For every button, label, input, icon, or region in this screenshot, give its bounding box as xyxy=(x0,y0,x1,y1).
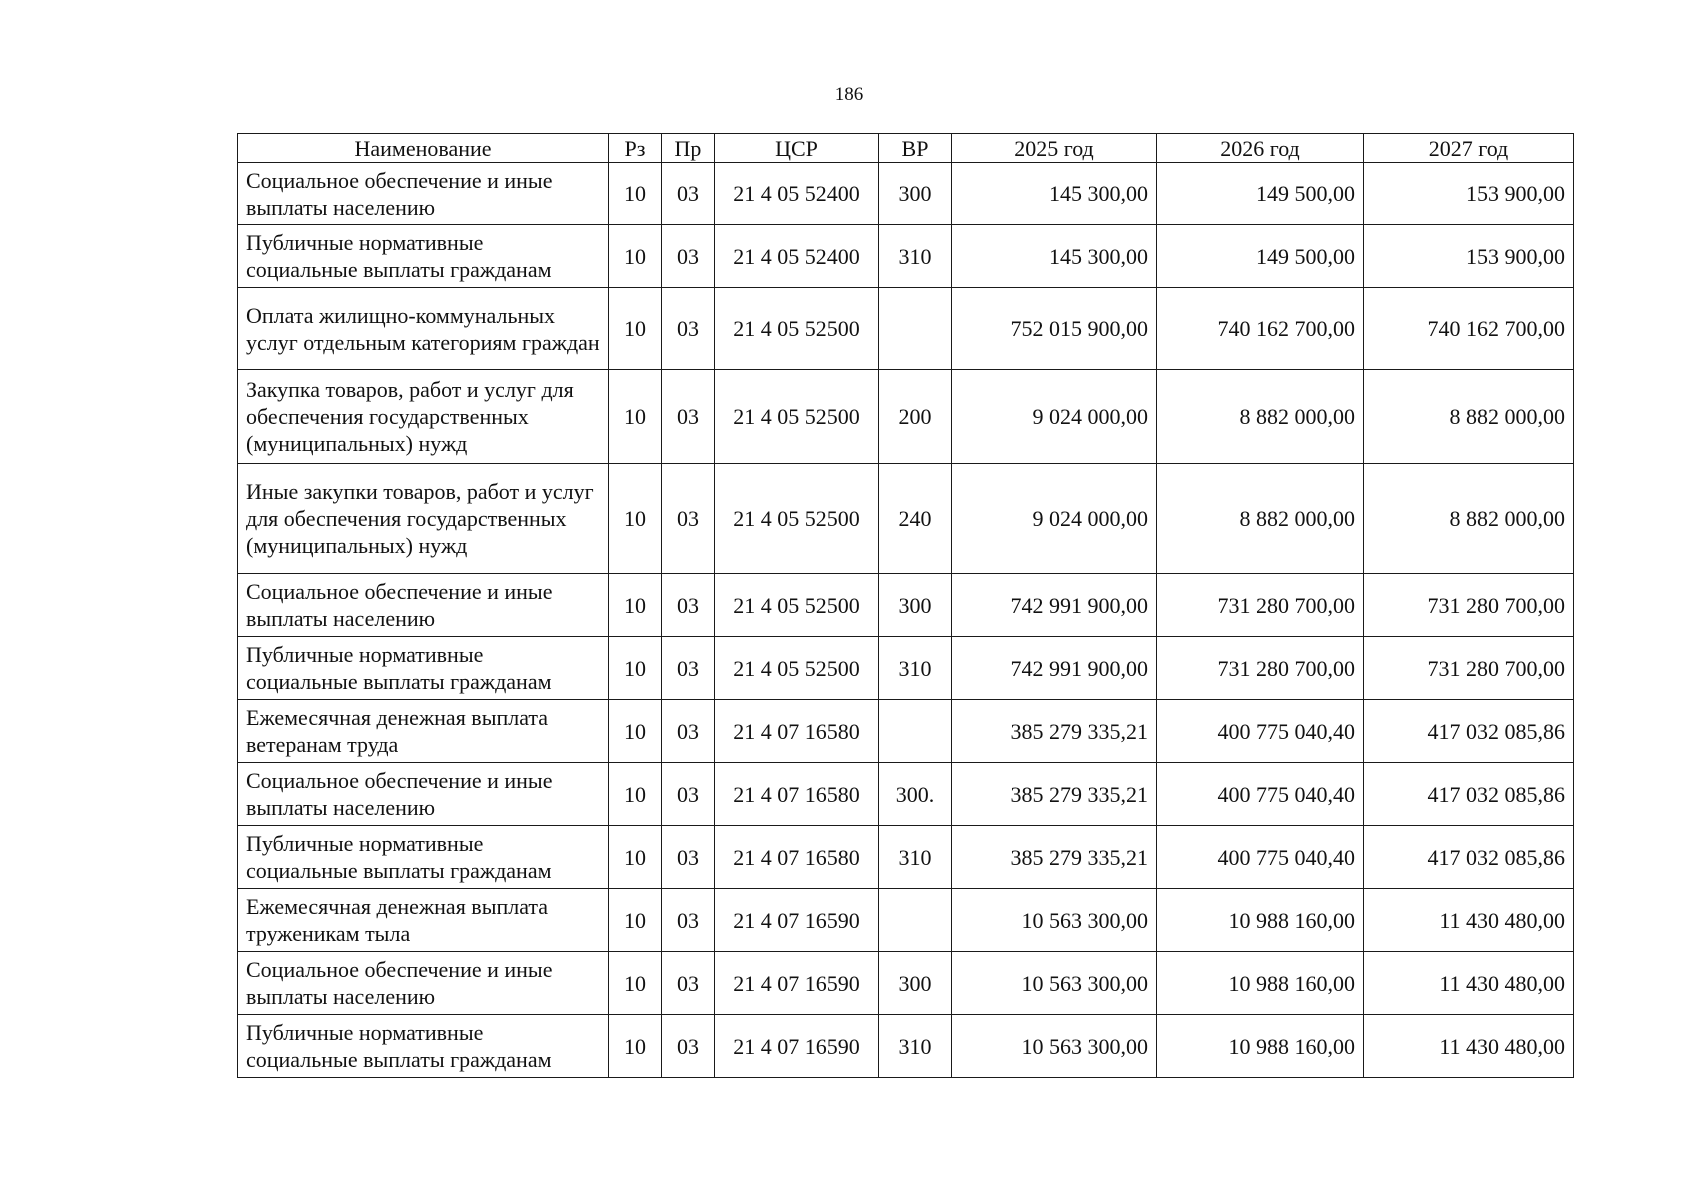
row-2027: 731 280 700,00 xyxy=(1364,574,1574,637)
table-row xyxy=(238,637,1574,700)
page-number: 186 xyxy=(834,84,864,105)
row-pr: 03 xyxy=(662,163,715,225)
row-vr: 300. xyxy=(879,763,952,826)
row-pr: 03 xyxy=(662,1015,715,1078)
row-name: Социальное обеспечение и иные выплаты населению xyxy=(238,574,609,637)
row-2027: 417 032 085,86 xyxy=(1364,763,1574,826)
row-pr: 03 xyxy=(662,826,715,889)
row-2027: 153 900,00 xyxy=(1364,225,1574,288)
table-row xyxy=(238,574,1574,637)
row-name: Публичные нормативные социальные выплаты гражданам xyxy=(238,225,609,288)
row-csr: 21 4 05 52500 xyxy=(715,464,879,574)
row-2025: 385 279 335,21 xyxy=(952,826,1157,889)
table-row xyxy=(238,952,1574,1015)
row-rz: 10 xyxy=(609,889,662,952)
table-row xyxy=(238,763,1574,826)
table-row xyxy=(238,163,1574,225)
row-2025: 385 279 335,21 xyxy=(952,763,1157,826)
row-csr: 21 4 05 52500 xyxy=(715,637,879,700)
row-2026: 10 988 160,00 xyxy=(1157,1015,1364,1078)
row-pr: 03 xyxy=(662,637,715,700)
row-csr: 21 4 05 52400 xyxy=(715,163,879,225)
row-vr: 310 xyxy=(879,637,952,700)
row-pr: 03 xyxy=(662,889,715,952)
header-2026: 2026 год xyxy=(1157,134,1364,163)
table-row xyxy=(238,700,1574,763)
header-rz: Рз xyxy=(609,134,662,163)
row-rz: 10 xyxy=(609,763,662,826)
row-csr: 21 4 05 52500 xyxy=(715,288,879,370)
row-pr: 03 xyxy=(662,464,715,574)
row-name: Публичные нормативные социальные выплаты гражданам xyxy=(238,637,609,700)
row-2025: 752 015 900,00 xyxy=(952,288,1157,370)
row-pr: 03 xyxy=(662,370,715,464)
row-2026: 400 775 040,40 xyxy=(1157,826,1364,889)
row-vr xyxy=(879,700,952,763)
row-2026: 400 775 040,40 xyxy=(1157,700,1364,763)
row-csr: 21 4 05 52400 xyxy=(715,225,879,288)
row-pr: 03 xyxy=(662,574,715,637)
row-name: Иные закупки товаров, работ и услуг для обеспечения государственных (муниципальных) нужд xyxy=(238,464,609,574)
row-2026: 731 280 700,00 xyxy=(1157,637,1364,700)
row-rz: 10 xyxy=(609,370,662,464)
row-vr: 200 xyxy=(879,370,952,464)
row-csr: 21 4 07 16580 xyxy=(715,700,879,763)
table-header xyxy=(238,134,1574,163)
header-2027: 2027 год xyxy=(1364,134,1574,163)
row-2027: 8 882 000,00 xyxy=(1364,464,1574,574)
header-row xyxy=(238,134,1574,163)
row-name: Оплата жилищно-коммунальных услуг отдельным категориям граждан xyxy=(238,288,609,370)
row-2025: 742 991 900,00 xyxy=(952,574,1157,637)
row-2025: 145 300,00 xyxy=(952,225,1157,288)
row-vr xyxy=(879,288,952,370)
row-csr: 21 4 07 16590 xyxy=(715,952,879,1015)
row-name: Публичные нормативные социальные выплаты гражданам xyxy=(238,1015,609,1078)
row-2026: 740 162 700,00 xyxy=(1157,288,1364,370)
row-name: Социальное обеспечение и иные выплаты населению xyxy=(238,952,609,1015)
row-rz: 10 xyxy=(609,700,662,763)
row-2026: 10 988 160,00 xyxy=(1157,889,1364,952)
row-csr: 21 4 07 16590 xyxy=(715,1015,879,1078)
header-2025: 2025 год xyxy=(952,134,1157,163)
row-2025: 145 300,00 xyxy=(952,163,1157,225)
table-body xyxy=(238,163,1574,1078)
row-2025: 10 563 300,00 xyxy=(952,1015,1157,1078)
table-row xyxy=(238,288,1574,370)
header-vr: ВР xyxy=(879,134,952,163)
row-rz: 10 xyxy=(609,225,662,288)
row-2026: 10 988 160,00 xyxy=(1157,952,1364,1015)
table-row xyxy=(238,225,1574,288)
table-row xyxy=(238,464,1574,574)
row-2026: 731 280 700,00 xyxy=(1157,574,1364,637)
row-vr xyxy=(879,889,952,952)
row-2027: 731 280 700,00 xyxy=(1364,637,1574,700)
row-2025: 385 279 335,21 xyxy=(952,700,1157,763)
row-2026: 8 882 000,00 xyxy=(1157,464,1364,574)
row-name: Закупка товаров, работ и услуг для обеспечения государственных (муниципальных) нужд xyxy=(238,370,609,464)
row-2025: 10 563 300,00 xyxy=(952,952,1157,1015)
row-2025: 742 991 900,00 xyxy=(952,637,1157,700)
table-row xyxy=(238,826,1574,889)
row-2027: 8 882 000,00 xyxy=(1364,370,1574,464)
row-rz: 10 xyxy=(609,1015,662,1078)
row-csr: 21 4 05 52500 xyxy=(715,370,879,464)
row-pr: 03 xyxy=(662,700,715,763)
row-2026: 149 500,00 xyxy=(1157,163,1364,225)
row-vr: 310 xyxy=(879,826,952,889)
table-row xyxy=(238,1015,1574,1078)
row-vr: 310 xyxy=(879,225,952,288)
row-name: Публичные нормативные социальные выплаты гражданам xyxy=(238,826,609,889)
row-name: Социальное обеспечение и иные выплаты населению xyxy=(238,763,609,826)
row-2027: 153 900,00 xyxy=(1364,163,1574,225)
row-2027: 740 162 700,00 xyxy=(1364,288,1574,370)
row-2027: 11 430 480,00 xyxy=(1364,952,1574,1015)
header-name: Наименование xyxy=(238,134,609,163)
row-pr: 03 xyxy=(662,225,715,288)
row-name: Ежемесячная денежная выплата ветеранам труда xyxy=(238,700,609,763)
row-vr: 300 xyxy=(879,574,952,637)
row-rz: 10 xyxy=(609,952,662,1015)
row-2025: 9 024 000,00 xyxy=(952,464,1157,574)
row-vr: 310 xyxy=(879,1015,952,1078)
row-rz: 10 xyxy=(609,464,662,574)
row-rz: 10 xyxy=(609,574,662,637)
row-2027: 417 032 085,86 xyxy=(1364,826,1574,889)
row-rz: 10 xyxy=(609,826,662,889)
row-pr: 03 xyxy=(662,288,715,370)
row-2027: 11 430 480,00 xyxy=(1364,889,1574,952)
row-vr: 300 xyxy=(879,163,952,225)
row-2025: 10 563 300,00 xyxy=(952,889,1157,952)
row-2026: 8 882 000,00 xyxy=(1157,370,1364,464)
header-csr: ЦСР xyxy=(715,134,879,163)
row-name: Ежемесячная денежная выплата труженикам тыла xyxy=(238,889,609,952)
row-2027: 417 032 085,86 xyxy=(1364,700,1574,763)
row-2026: 400 775 040,40 xyxy=(1157,763,1364,826)
row-2025: 9 024 000,00 xyxy=(952,370,1157,464)
header-pr: Пр xyxy=(662,134,715,163)
table-row xyxy=(238,889,1574,952)
row-rz: 10 xyxy=(609,288,662,370)
row-2026: 149 500,00 xyxy=(1157,225,1364,288)
row-csr: 21 4 05 52500 xyxy=(715,574,879,637)
row-rz: 10 xyxy=(609,637,662,700)
row-name: Социальное обеспечение и иные выплаты населению xyxy=(238,163,609,225)
row-pr: 03 xyxy=(662,952,715,1015)
row-csr: 21 4 07 16580 xyxy=(715,763,879,826)
row-csr: 21 4 07 16590 xyxy=(715,889,879,952)
row-vr: 300 xyxy=(879,952,952,1015)
row-2027: 11 430 480,00 xyxy=(1364,1015,1574,1078)
row-csr: 21 4 07 16580 xyxy=(715,826,879,889)
row-vr: 240 xyxy=(879,464,952,574)
table-row xyxy=(238,370,1574,464)
budget-table xyxy=(237,133,1574,1078)
row-rz: 10 xyxy=(609,163,662,225)
row-pr: 03 xyxy=(662,763,715,826)
